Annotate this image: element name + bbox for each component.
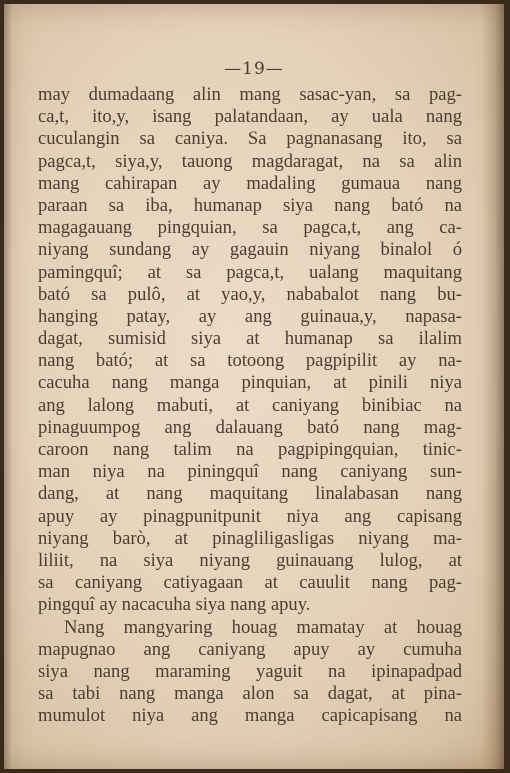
text-line: mumulot niya ang manga capicapisang na bbox=[38, 705, 462, 727]
book-page bbox=[4, 4, 504, 769]
text-line: Nang mangyaring houag mamatay at houag bbox=[64, 616, 462, 638]
text-line: pingquî ay nacacuha siya nang apuy. bbox=[38, 594, 311, 616]
text-line: paraan sa iba, humanap siya nang bató na bbox=[38, 194, 462, 216]
text-line: sa tabi nang manga alon sa dagat, at pina- bbox=[38, 683, 462, 705]
page-body bbox=[38, 84, 462, 727]
text-line: pagca,t, siya,y, tauong magdaragat, na sa alin bbox=[38, 150, 462, 172]
text-line: ang lalong mabuti, at caniyang binibiac na bbox=[38, 394, 462, 416]
text-line: apuy ay pinagpunitpunit niya ang capisang bbox=[38, 505, 462, 527]
text-line: caroon nang talim na pagpipingquian, tinic- bbox=[38, 439, 462, 460]
text-line: mang cahirapan ay madaling gumaua nang bbox=[38, 172, 462, 194]
text-line: dagat, sumisid siya at humanap sa ilalim bbox=[38, 328, 462, 350]
text-line: may dumadaang alin mang sasac-yan, sa pag- bbox=[38, 84, 462, 105]
text-line: niyang barò, at pinagliligasligas niyang ma- bbox=[38, 527, 462, 549]
text-line: niyang sundang ay gagauin niyang binalol ó bbox=[38, 239, 462, 261]
text-line: magagauang pingquian, sa pagca,t, ang ca- bbox=[38, 217, 462, 239]
text-line: cacuha nang manga pinquian, at pinili niya bbox=[38, 372, 462, 394]
text-line: hanging patay, ay ang guinaua,y, napasa- bbox=[38, 305, 462, 327]
text-line: sa caniyang catiyagaan at cauulit nang pag- bbox=[38, 572, 462, 594]
text-line: liliit, na siya niyang guinauang lulog, at bbox=[38, 549, 462, 571]
text-line: cuculangin sa caniya. Sa pagnanasang ito, sa bbox=[38, 128, 462, 150]
text-line: pinaguumpog ang dalauang bató nang mag- bbox=[38, 416, 462, 438]
text-line: ca,t, ito,y, isang palatandaan, ay uala nang bbox=[38, 106, 462, 128]
text-line: man niya na piningquî nang caniyang sun- bbox=[38, 461, 462, 483]
text-line: dang, at nang maquitang linalabasan nang bbox=[38, 483, 462, 505]
text-line: mapugnao ang caniyang apuy ay cumuha bbox=[38, 638, 462, 660]
text-line: pamingquî; at sa pagca,t, ualang maquitang bbox=[38, 261, 462, 283]
text-line: siya nang maraming yaguit na ipinapadpad bbox=[38, 660, 462, 682]
page-number: —19— bbox=[224, 59, 284, 79]
text-line: bató sa pulô, at yao,y, nababalot nang bu- bbox=[38, 283, 462, 305]
text-line: nang bató; at sa totoong pagpipilit ay na- bbox=[38, 350, 462, 372]
